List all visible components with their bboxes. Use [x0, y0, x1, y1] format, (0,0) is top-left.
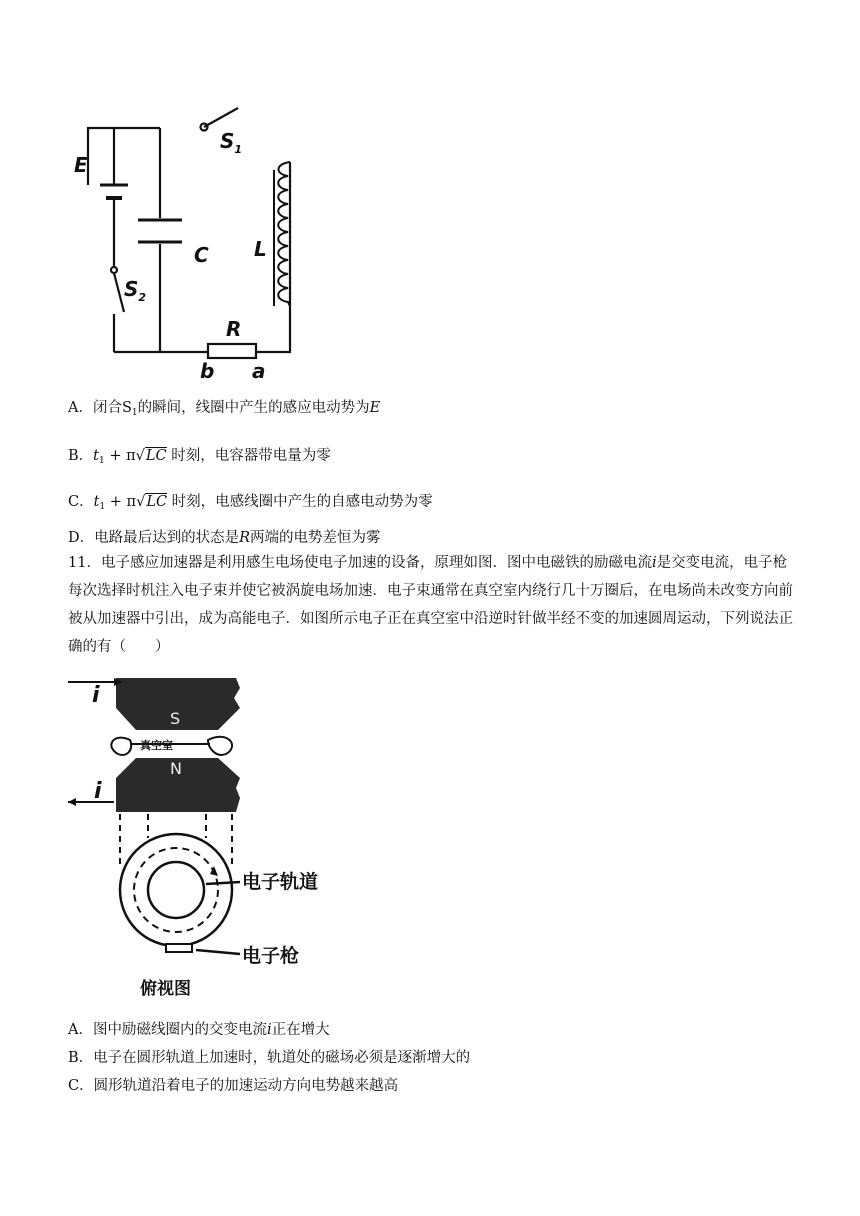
label-i-bottom: i: [94, 779, 102, 804]
label-i-top: i: [92, 683, 100, 708]
label-S2: $S_2$: [124, 277, 147, 304]
option-a-q11: A．图中励磁线圈内的交变电流i正在增大: [68, 1022, 330, 1038]
label-S1: $S_1$: [220, 129, 243, 156]
option-a-q10: A．闭合$S_1$的瞬间，线圈中产生的感应电动势为E: [68, 400, 381, 418]
label-caption: 俯视图: [140, 979, 191, 999]
label-N-pole: N: [170, 759, 182, 778]
option-c-q11: C．圆形轨道沿着电子的加速运动方向电势越来越高: [68, 1078, 399, 1094]
option-b-q10: B．$t_1 + \pi√LC$ 时刻，电容器带电量为零: [68, 448, 331, 466]
label-L: L: [254, 237, 267, 261]
inner-ring: [148, 862, 204, 918]
label-R: R: [226, 317, 242, 341]
lc-circuit-figure: [70, 100, 310, 385]
option-c-q10: C．$t_1 + \pi√LC$ 时刻，电感线圈中产生的自感电动势为零: [68, 494, 433, 512]
label-E: E: [74, 153, 88, 177]
label-chamber: 真空室: [140, 739, 173, 752]
label-orbit: 电子轨道: [242, 871, 319, 893]
option-d-q10: D．电路最后达到的状态是R两端的电势差恒为雾: [68, 530, 381, 546]
label-S-pole: S: [170, 709, 181, 728]
outer-ring: [120, 834, 232, 946]
label-gun: 电子枪: [242, 945, 300, 967]
betatron-figure: [68, 668, 358, 1004]
label-b: b: [200, 359, 215, 383]
label-C: C: [194, 243, 209, 267]
label-a: a: [252, 359, 266, 383]
electron-gun: [166, 944, 192, 952]
electron-orbit: [134, 848, 218, 932]
question-11-stem: 11．电子感应加速器是利用感生电场使电子加速的设备，原理如图．图中电磁铁的励磁电流i是交变电流，电子枪每次选择时机注入电子束并使它被涡旋电场加速．电子束通常在真空室内绕行几十万圈后，在电场尚未改变方向前被从加速器中引出，成为高能电子．如图所示电子正在真空室中沿逆时针做半经不变的加速圆周运动，下列说法正确的有（ ）: [68, 555, 793, 655]
option-b-q11: B．电子在圆形轨道上加速时，轨道处的磁场必须是逐渐增大的: [68, 1050, 471, 1066]
